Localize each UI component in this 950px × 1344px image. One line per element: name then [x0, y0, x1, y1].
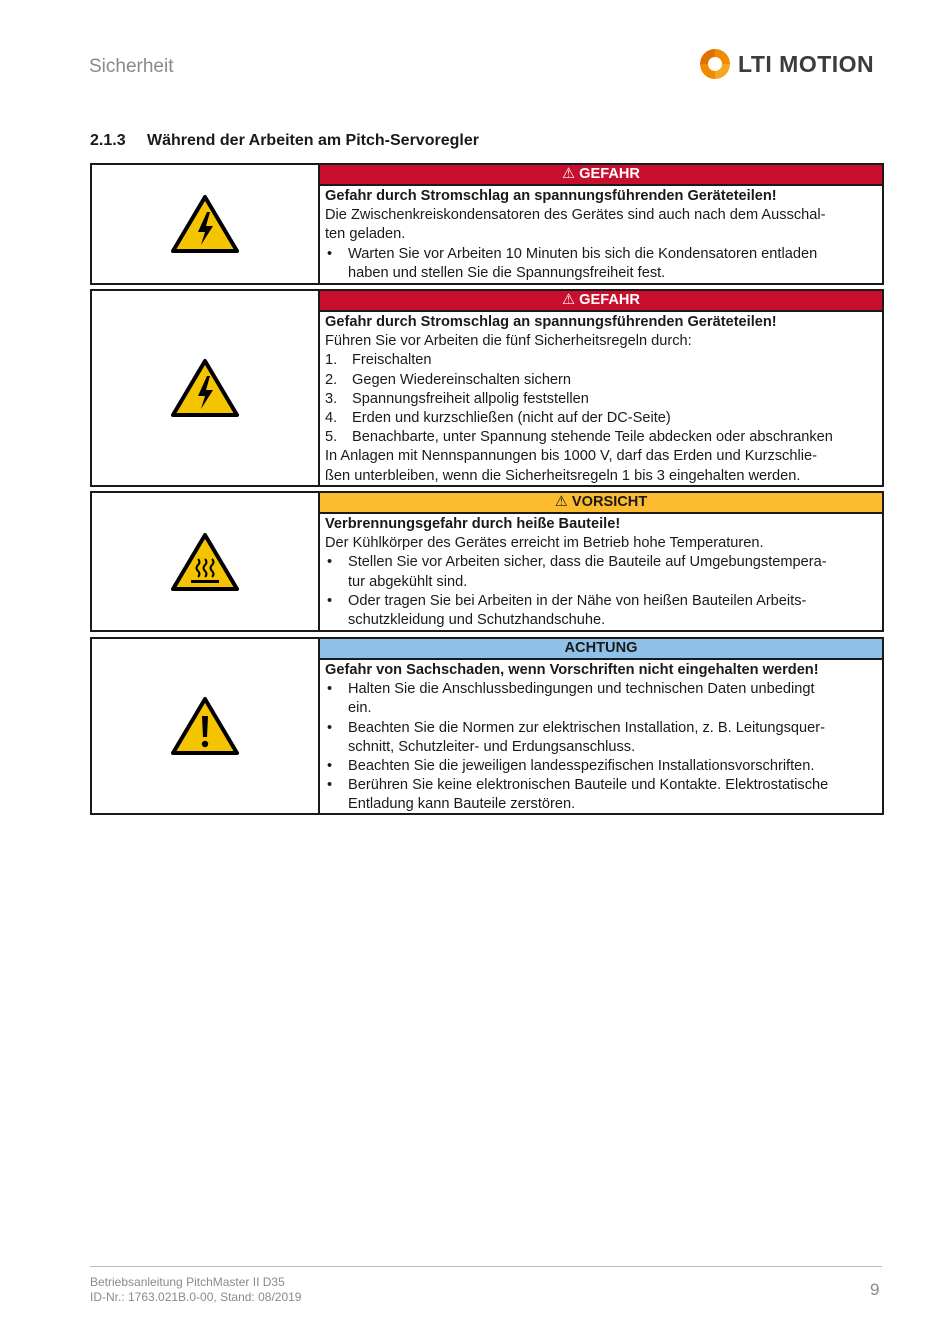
logo-mark-icon: [698, 47, 732, 81]
footer-divider: [90, 1266, 882, 1267]
notice-text-line: In Anlagen mit Nennspannungen bis 1000 V, darf das Erden und Kurzschlie-: [325, 448, 817, 465]
notice-text-line: Die Zwischenkreiskondensatoren des Gerätes sind auch nach dem Ausschal-: [325, 207, 826, 224]
notice-intro: Führen Sie vor Arbeiten die fünf Sicherheitsregeln durch:: [325, 333, 692, 350]
bullet-item: • Beachten Sie die Normen zur elektrischen Installation, z. B. Leitungsquer- schnitt, Schutzleiter- und Erdungsanschluss.: [325, 719, 876, 757]
step-item: 3. Spannungsfreiheit allpolig feststellen: [325, 390, 589, 407]
bullet-item: • Beachten Sie die jeweiligen landesspezifischen Installationsvorschriften.: [325, 757, 876, 776]
notice-text-line: Der Kühlkörper des Gerätes erreicht im Betrieb hohe Temperaturen.: [325, 535, 764, 552]
notice-text-cell: [320, 639, 882, 813]
caution-notice: [90, 491, 884, 632]
danger-notice-1: [90, 163, 884, 285]
electric-shock-warning-icon: [171, 358, 239, 418]
signal-word: ACHTUNG: [564, 640, 638, 656]
footer-doc-id: ID-Nr.: 1763.021B.0-00, Stand: 08/2019: [90, 1290, 302, 1304]
notice-icon-cell: [92, 165, 320, 283]
signal-bar-attention: [320, 639, 882, 660]
attention-notice: [90, 637, 884, 815]
notice-title: Gefahr von Sachschaden, wenn Vorschriften nicht eingehalten werden!: [325, 662, 819, 678]
notice-title: Gefahr durch Stromschlag an spannungsführenden Geräteteilen!: [325, 188, 777, 204]
general-warning-icon: [171, 696, 239, 756]
step-item: 1. Freischalten: [325, 352, 432, 369]
notice-text-cell: [320, 493, 882, 630]
notice-icon-cell: [92, 493, 320, 630]
company-logo: [698, 46, 874, 82]
footer-info: [90, 1275, 301, 1305]
electric-shock-warning-icon: [171, 194, 239, 254]
section-number: 2.1.3: [90, 132, 126, 149]
bullet-item: • Stellen Sie vor Arbeiten sicher, dass die Bauteile auf Umgebungstempera- tur abgekühlt sind.: [325, 553, 876, 591]
page-number: 9: [870, 1280, 880, 1299]
notice-title: Verbrennungsgefahr durch heiße Bauteile!: [325, 516, 621, 532]
notice-icon-cell: [92, 639, 320, 813]
bullet-item: • Berühren Sie keine elektronischen Bauteile und Kontakte. Elektrostatische Entladung kann Bauteile zerstören.: [325, 776, 876, 814]
danger-notice-2: [90, 289, 884, 487]
signal-bar-danger: ⚠ GEFAHR: [320, 165, 882, 186]
notice-icon-cell: [92, 291, 320, 485]
bullet-item: • Halten Sie die Anschlussbedingungen und technischen Daten unbedingt ein.: [325, 680, 876, 718]
notice-text-line: ßen unterbleiben, wenn die Sicherheitsregeln 1 bis 3 eingehalten werden.: [325, 467, 801, 484]
step-item: 5. Benachbarte, unter Spannung stehende Teile abdecken oder abschranken: [325, 429, 833, 446]
signal-word: VORSICHT: [571, 494, 648, 510]
signal-word: GEFAHR: [579, 292, 640, 308]
step-item: 4. Erden und kurzschließen (nicht auf der DC-Seite): [325, 410, 671, 427]
notice-title: Gefahr durch Stromschlag an spannungsführenden Geräteteilen!: [325, 314, 777, 330]
hot-surface-warning-icon: [171, 532, 239, 592]
notice-text-cell: [320, 165, 882, 283]
signal-bar-danger: ⚠ GEFAHR: [320, 291, 882, 312]
running-header: Sicherheit: [89, 56, 174, 77]
step-item: 2. Gegen Wiedereinschalten sichern: [325, 371, 572, 388]
footer-doc-title: Betriebsanleitung PitchMaster II D35: [90, 1275, 285, 1289]
notice-text-cell: [320, 291, 882, 485]
section-title: Während der Arbeiten am Pitch-Servoregler: [147, 132, 479, 149]
logo-text: LTI MOTION: [738, 50, 875, 77]
signal-word: GEFAHR: [579, 166, 640, 182]
bullet-item: • Warten Sie vor Arbeiten 10 Minuten bis sich die Kondensatoren entladen haben und stellen Sie die Spannungsfreiheit fest.: [325, 245, 876, 283]
section-heading: [90, 132, 479, 150]
signal-bar-caution: ⚠ VORSICHT: [320, 493, 882, 514]
notice-text-line: ten geladen.: [325, 226, 406, 243]
bullet-item: • Oder tragen Sie bei Arbeiten in der Nähe von heißen Bauteilen Arbeits- schutzkleidung und Schutzhandschuhe.: [325, 592, 876, 630]
